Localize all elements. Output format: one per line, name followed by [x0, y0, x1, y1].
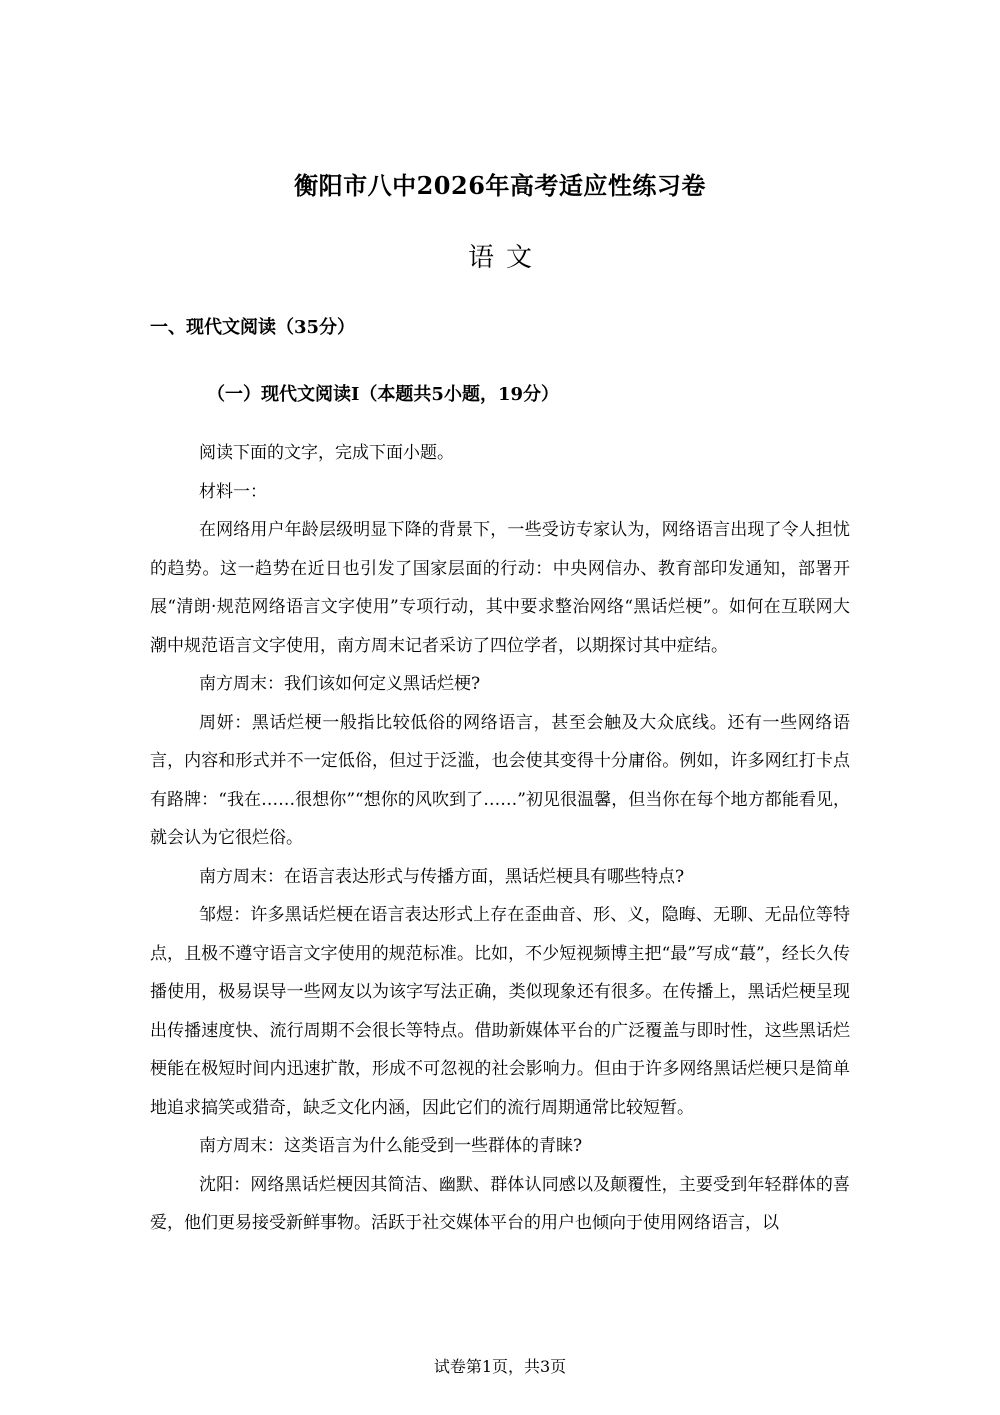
paragraph: 在网络用户年龄层级明显下降的背景下，一些受访专家认为，网络语言出现了令人担忧的趋势。这一趋势在近日也引发了国家层面的行动：中央网信办、教育部印发通知，部署开展“清朗·规范网络语言文字使用”专项行动，其中要求整治网络“黑话烂梗”。如何在互联网大潮中规范语言文字使用，南方周末记者采访了四位学者，以期探讨其中症结。: [150, 520, 850, 656]
instruction-paragraph: 阅读下面的文字，完成下面小题。: [199, 443, 454, 463]
page-footer: 试卷第1页，共3页: [433, 1357, 567, 1376]
subject-title: 语文: [467, 243, 544, 273]
subsection-heading: （一）现代文阅读Ⅰ（本题共5小题，19分）: [207, 384, 559, 405]
interview-answer: 邹煜：许多黑话烂梗在语言表达形式上存在歪曲音、形、义，隐晦、无聊、无品位等特点，且极不遵守语言文字使用的规范标准。比如，不少短视频博主把“最”写成“蕞”，经长久传播使用，极易误导一些网友以为该字写法正确，类似现象还有很多。在传播上，黑话烂梗呈现出传播速度快、流行周期不会很长等特点。借助新媒体平台的广泛覆盖与即时性，这些黑话烂梗能在极短时间内迅速扩散，形成不可忽视的社会影响力。但由于许多网络黑话烂梗只是简单地追求搞笑或猎奇，缺乏文化内涵，因此它们的流行周期通常比较短暂。: [150, 905, 850, 1118]
material-label: 材料一：: [199, 481, 267, 502]
section-heading: 一、现代文阅读（35分）: [150, 317, 356, 338]
interview-answer: 沈阳：网络黑话烂梗因其简洁、幽默、群体认同感以及颠覆性，主要受到年轻群体的喜爱，他们更易接受新鲜事物。活跃于社交媒体平台的用户也倾向于使用网络语言，以: [150, 1174, 850, 1233]
interview-question: 南方周末：这类语言为什么能受到一些群体的青睐?: [199, 1136, 583, 1156]
interview-answer: 周妍：黑话烂梗一般指比较低俗的网络语言，甚至会触及大众底线。还有一些网络语言，内容和形式并不一定低俗，但过于泛滥，也会使其变得十分庸俗。例如，许多网红打卡点有路牌：“我在……很想你”“想你的风吹到了……”初见很温馨，但当你在每个地方都能看见，就会认为它很烂俗。: [150, 712, 850, 848]
body-text: [150, 434, 850, 1243]
interview-question: 南方周末：在语言表达形式与传播方面，黑话烂梗具有哪些特点?: [199, 866, 685, 887]
interview-question: 南方周末：我们该如何定义黑话烂梗?: [199, 674, 481, 694]
exam-title: 衡阳市八中2026年高考适应性练习卷: [294, 171, 706, 200]
